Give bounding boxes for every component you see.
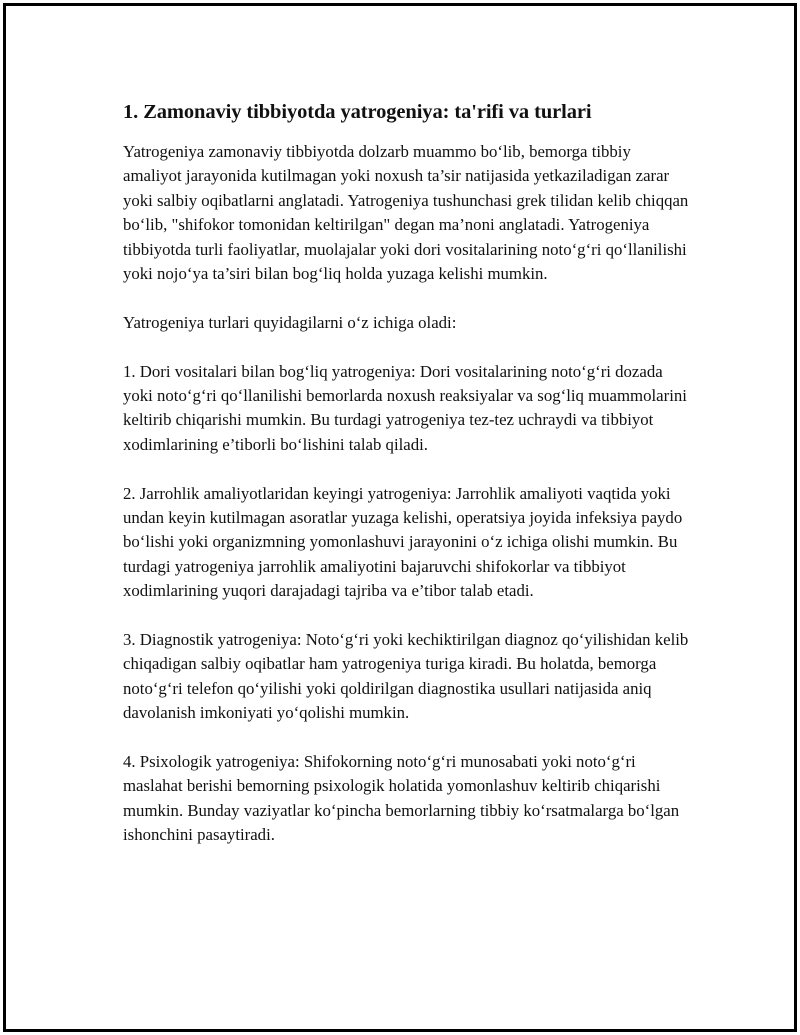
intro-paragraph: Yatrogeniya zamonaviy tibbiyotda dolzarb muammo bo‘lib, bemorga tibbiy amaliyot jarayonida kutilmagan yoki noxush ta’sir natijasida yetkaziladigan zarar yoki salbiy oqibatlarni anglatadi. Yatrogeniya tushunchasi grek tilidan kelib chiqqan bo‘lib, "shifokor tomonidan keltirilgan" degan ma’noni anglatadi. Yatrogeniya tibbiyotda turli faoliyatlar, muolajalar yoki dori vositalarining noto‘g‘ri qo‘llanilishi yoki nojo‘ya ta’siri bilan bog‘liq holda yuzaga kelishi mumkin.	[123, 142, 689, 284]
type-2-paragraph: 2. Jarrohlik amaliyotlaridan keyingi yatrogeniya: Jarrohlik amaliyoti vaqtida yoki undan keyin kutilmagan asoratlar yuzaga kelishi, operatsiya joyida infeksiya paydo bo‘lishi yoki organizmning yomonlashuvi jarayonini o‘z ichiga olishi mumkin. Bu turdagi yatrogeniya jarrohlik amaliyotini bajaruvchi shifokorlar va tibbiyot xodimlarining yuqori darajadagi tajriba va e’tibor talab etadi.	[123, 483, 683, 601]
type-4-paragraph: 4. Psixologik yatrogeniya: Shifokorning noto‘g‘ri munosabati yoki noto‘g‘ri maslahat berishi bemorning psixologik holatida yomonlashuv keltirib chiqarishi mumkin. Bunday vaziyatlar ko‘pincha bemorlarning tibbiy ko‘rsatmalarga bo‘lgan ishonchini pasaytiradi.	[123, 752, 680, 845]
document-heading: 1. Zamonaviy tibbiyotda yatrogeniya: ta'rifi va turlari	[123, 101, 592, 123]
type-1-paragraph: 1. Dori vositalari bilan bog‘liq yatrogeniya: Dori vositalarining noto‘g‘ri dozada yoki noto‘g‘ri qo‘llanilishi bemorlarda noxush reaksiyalar va sog‘liq muammolarini keltirib chiqarishi mumkin. Bu turdagi yatrogeniya tez-tez uchraydi va tibbiyot xodimlarining e’tiborli bo‘lishini talab qiladi.	[123, 361, 687, 454]
types-intro-paragraph: Yatrogeniya turlari quyidagilarni o‘z ichiga oladi:	[123, 312, 457, 332]
type-3-paragraph: 3. Diagnostik yatrogeniya: Noto‘g‘ri yoki kechiktirilgan diagnoz qo‘yilishidan kelib chiqadigan salbiy oqibatlar ham yatrogeniya turiga kiradi. Bu holatda, bemorga noto‘g‘ri telefon qo‘yilishi yoki qoldirilgan diagnostika usullari natijasida aniq davolanish imkoniyati yo‘qolishi mumkin.	[123, 630, 689, 723]
page-frame	[3, 3, 797, 1032]
document-body	[121, 98, 691, 848]
